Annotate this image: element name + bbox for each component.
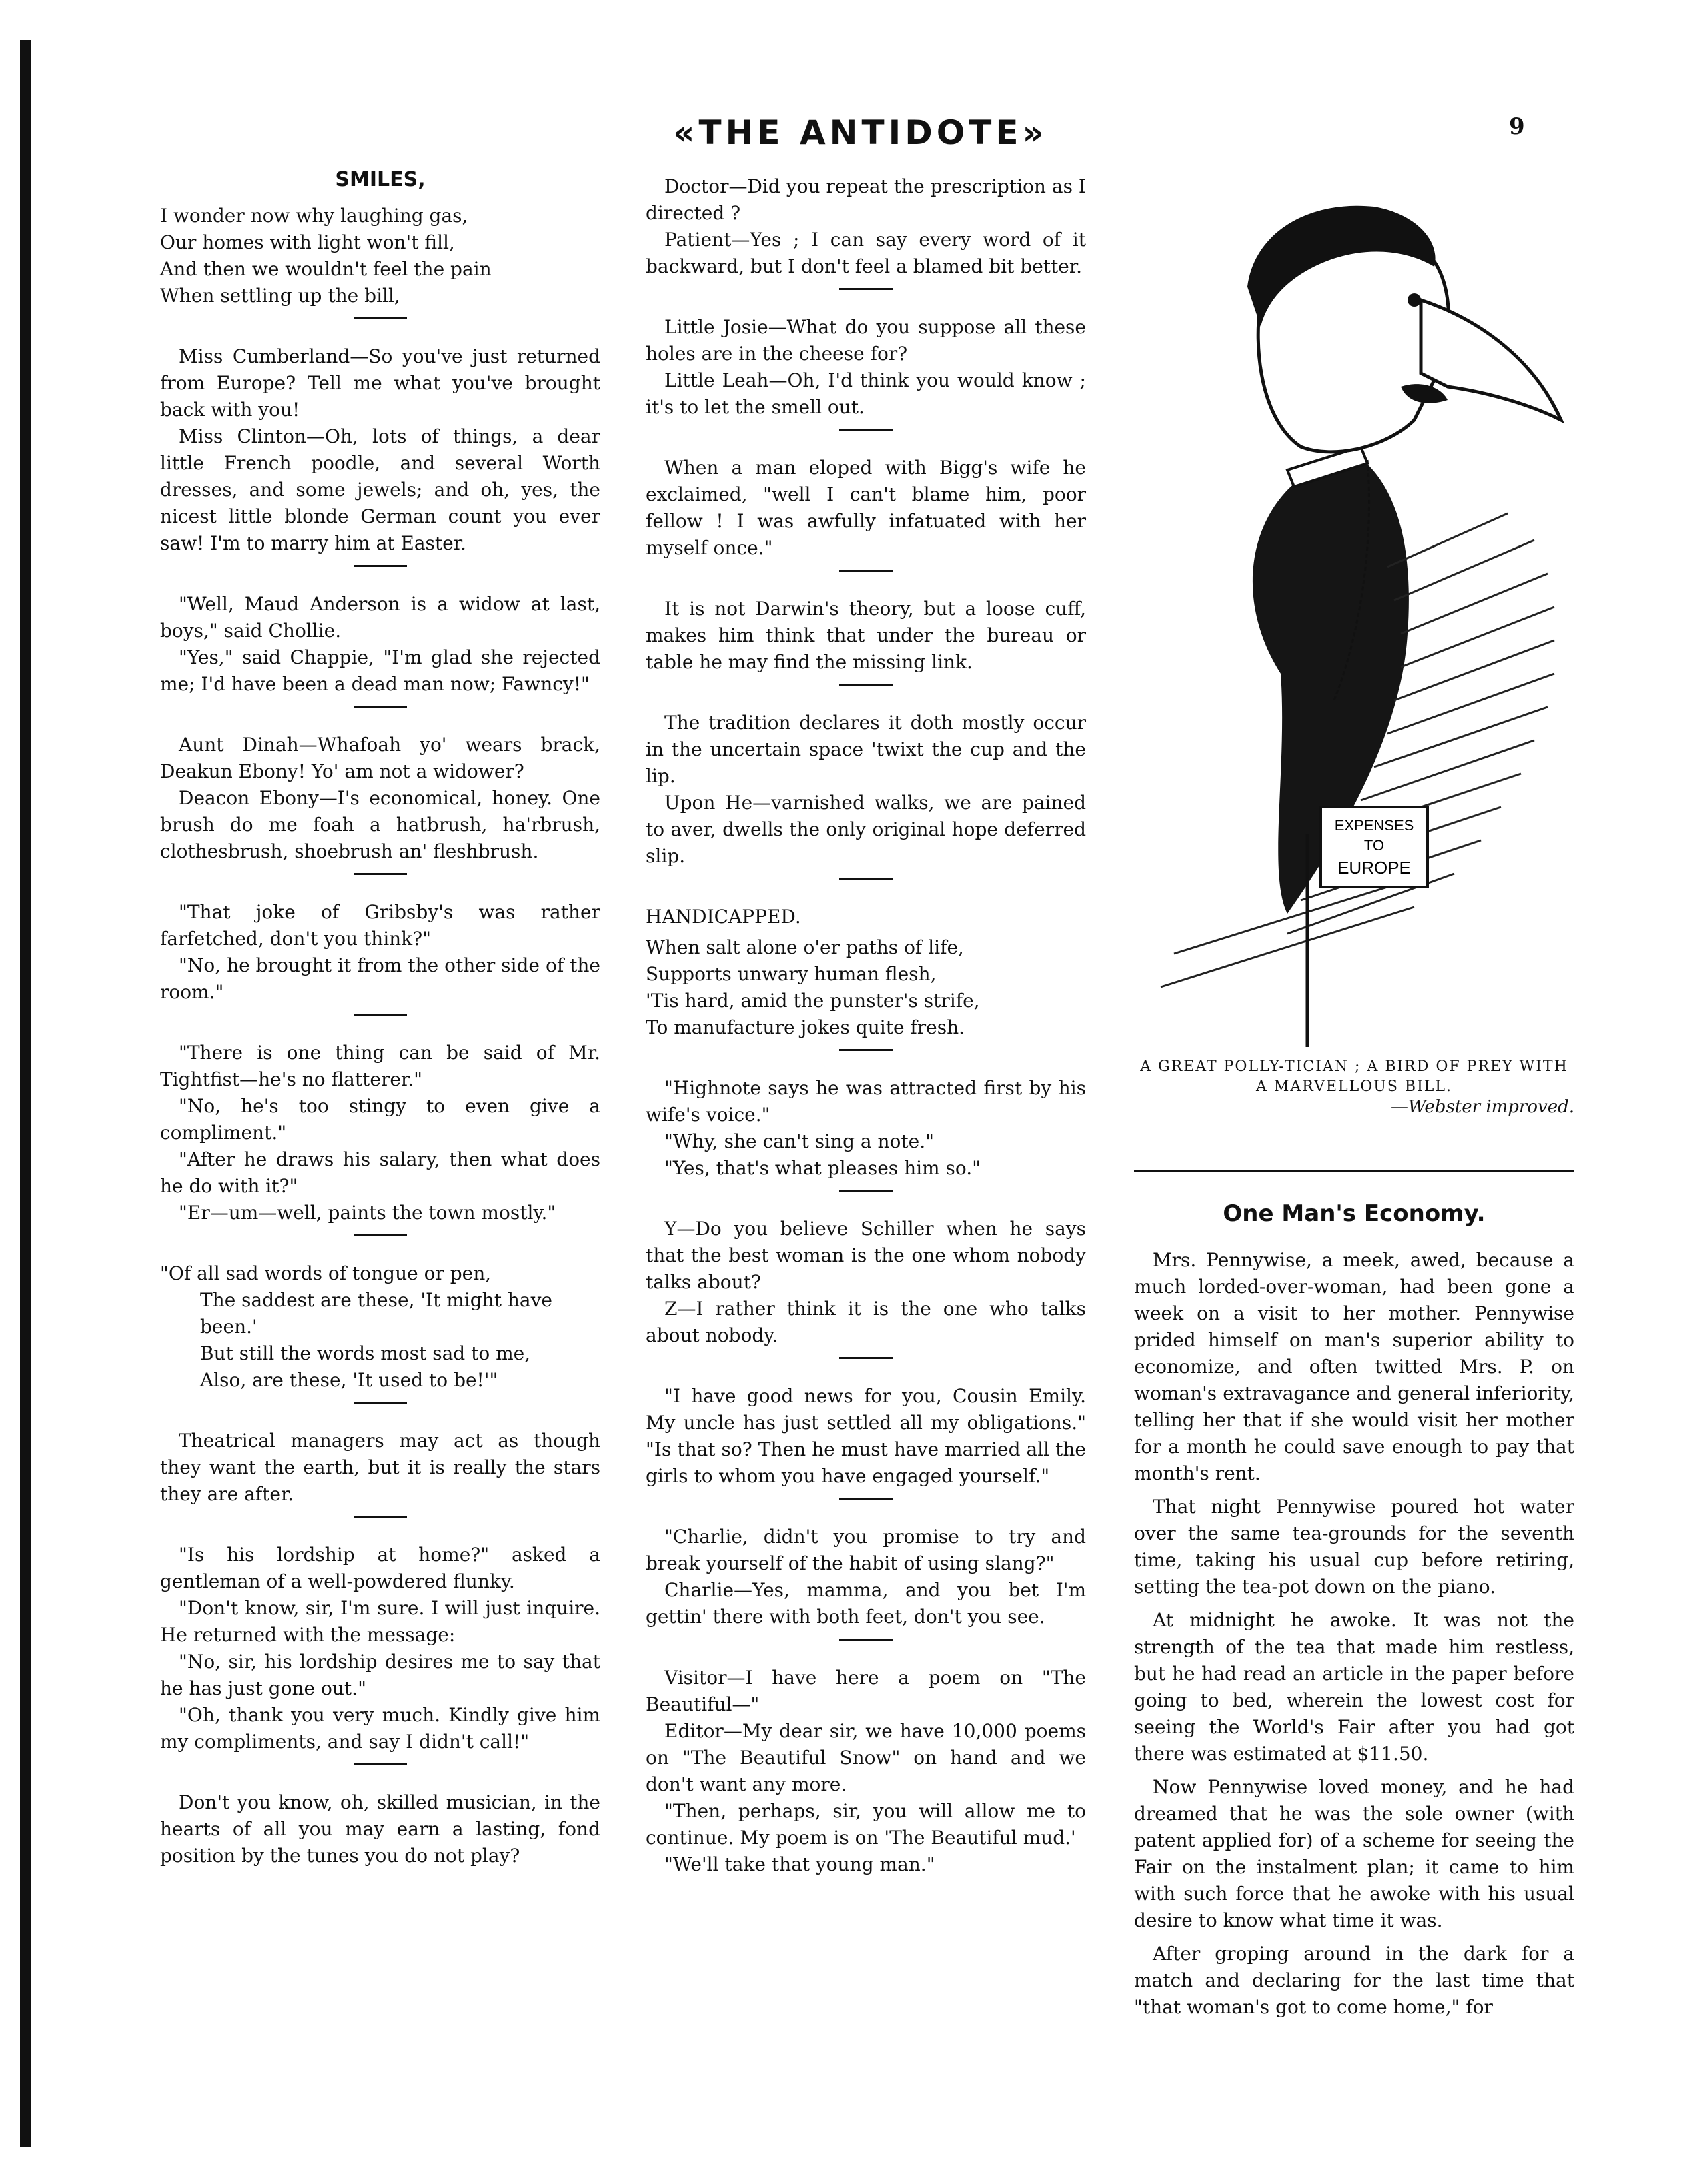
paragraph: Visitor—I have here a poem on "The Beautiful—" (646, 1667, 1086, 1715)
column-item (160, 1789, 600, 1869)
paragraph: "Why, she can't sing a note." (664, 1130, 934, 1152)
right-column (1134, 1200, 1574, 2027)
paragraph: "Charlie, didn't you promise to try and break yourself of the habit of using slang?" (646, 1526, 1086, 1574)
paragraph: "Highnote says he was attracted first by his wife's voice." (646, 1077, 1086, 1126)
column-item (160, 1542, 600, 1755)
separator-rule (354, 1014, 407, 1016)
paragraph: "That joke of Gribsby's was rather farfetched, don't you think?" (160, 901, 600, 950)
column-item (646, 596, 1086, 676)
paragraph: When a man eloped with Bigg's wife he exclaimed, "well I can't blame him, poor fellow ! I was awfully infatuated with her myself once." (646, 457, 1086, 559)
poem-line: To manufacture jokes quite fresh. (646, 1016, 965, 1038)
sign-text-line3: EUROPE (1337, 858, 1411, 878)
column-item (160, 899, 600, 1006)
paragraph: The tradition declares it doth mostly occur in the uncertain space 'twixt the cup and the lip. (646, 712, 1086, 787)
paragraph: Little Leah—Oh, I'd think you would know ; it's to let the smell out. (646, 369, 1086, 418)
paragraph: Don't you know, oh, skilled musician, in the hearts of all you may earn a lasting, fond position by the tunes you do not play? (160, 1791, 600, 1867)
separator-rule (354, 706, 407, 708)
article-paragraph: Mrs. Pennywise, a meek, awed, because a much lorded-over-woman, had been gone a week on a visit to her mother. Pennywise prided himself on man's superior ability to economize, and often twitted Mrs. P. on woman's extravagance and general inferiority, telling her that if she would visit her mother for a month he could save enough to pay that month's rent. (1134, 1249, 1574, 1484)
column-item (646, 1383, 1086, 1490)
separator-rule (839, 878, 893, 880)
article-paragraph: After groping around in the dark for a match and declaring for the last time that "that woman's got to come home," for (1134, 1943, 1574, 2018)
caption-credit: —Webster improved. (1390, 1097, 1574, 1117)
paragraph: Little Josie—What do you suppose all these holes are in the cheese for? (646, 316, 1086, 365)
column-item (160, 1260, 600, 1394)
column-item (160, 732, 600, 865)
paragraph: Upon He—varnished walks, we are pained to aver, dwells the only original hope deferred slip. (646, 792, 1086, 867)
paragraph: Editor—My dear sir, we have 10,000 poems on "The Beautiful Snow" on hand and we don't want any more. (646, 1720, 1086, 1795)
page-edge-shadow (20, 40, 31, 2147)
caption-text: A GREAT POLLY-TICIAN ; A BIRD OF PREY WITH A MARVELLOUS BILL. (1140, 1058, 1568, 1095)
poem-line: But still the words most sad to me, (200, 1342, 531, 1364)
paragraph: "Yes," said Chappie, "I'm glad she rejected me; I'd have been a dead man now; Fawncy!" (160, 646, 600, 695)
separator-rule (354, 1516, 407, 1518)
column-item (646, 710, 1086, 870)
paragraph: "Is his lordship at home?" asked a gentleman of a well-powdered flunky. (160, 1544, 600, 1592)
column-item (646, 1075, 1086, 1182)
column-item (646, 455, 1086, 562)
poem-line: When settling up the bill, (160, 285, 400, 307)
column-item (160, 1040, 600, 1226)
paragraph: Theatrical managers may act as though they want the earth, but it is really the stars they are after. (160, 1430, 600, 1505)
column-item (160, 343, 600, 557)
separator-rule (839, 684, 893, 686)
paragraph: "Oh, thank you very much. Kindly give him my compliments, and say I didn't call!" (160, 1704, 600, 1753)
paragraph: "After he draws his salary, then what does he do with it?" (160, 1148, 600, 1197)
article-paragraph: At midnight he awoke. It was not the strength of the tea that made him restless, but he had read an article in the paper before going to bed, wherein the lowest cost for seeing the World's Fair after you had got there was estimated at $11.50. (1134, 1609, 1574, 1765)
column-item (646, 904, 1086, 1041)
middle-column (646, 173, 1086, 1882)
separator-rule (354, 317, 407, 319)
separator-rule (839, 570, 893, 572)
paragraph: Charlie—Yes, mamma, and you bet I'm gettin' there with both feet, don't you see. (646, 1579, 1086, 1628)
article-paragraph: Now Pennywise loved money, and he had dreamed that he was the sole owner (with patent applied for) of a scheme for seeing the Fair on the instalment plan; it came to him with such force that he awoke with his usual desire to know what time it was. (1134, 1776, 1574, 1931)
sign-text-line1: EXPENSES (1334, 817, 1414, 834)
paragraph: "Well, Maud Anderson is a widow at last, boys," said Chollie. (160, 593, 600, 642)
separator-rule (354, 1234, 407, 1236)
paragraph: Miss Cumberland—So you've just returned from Europe? Tell me what you've brought back with you! (160, 345, 600, 421)
paragraph: "No, sir, his lordship desires me to say that he has just gone out." (160, 1651, 600, 1699)
paragraph: Miss Clinton—Oh, lots of things, a dear little French poodle, and several Worth dresses, and some jewels; and oh, yes, the nicest little blonde German count you ever saw! I'm to marry him at Easter. (160, 425, 600, 554)
column-item (646, 314, 1086, 421)
paragraph: "Yes, that's what pleases him so." (664, 1157, 981, 1179)
paragraph: It is not Darwin's theory, but a loose cuff, makes him think that under the bureau or table he may find the missing link. (646, 598, 1086, 673)
paragraph: "There is one thing can be said of Mr. Tightfist—he's no flatterer." (160, 1042, 600, 1090)
paragraph: Doctor—Did you repeat the prescription as I directed ? (646, 175, 1086, 224)
poem-line: And then we wouldn't feel the pain (160, 258, 492, 280)
column-item (160, 591, 600, 698)
paragraph: Y—Do you believe Schiller when he says that the best woman is the one whom nobody talks about? (646, 1218, 1086, 1293)
separator-rule (839, 1498, 893, 1500)
article-title: One Man's Economy. (1223, 1200, 1486, 1227)
cartoon-illustration (1134, 167, 1574, 1047)
paragraph: "We'll take that young man." (664, 1853, 935, 1875)
separator-rule (354, 1763, 407, 1765)
page-number: 9 (1509, 113, 1525, 140)
poem-line: Supports unwary human flesh, (646, 963, 937, 985)
separator-rule (839, 1639, 893, 1641)
column-item (160, 1428, 600, 1508)
paragraph: "Don't know, sir, I'm sure. I will just inquire. He returned with the message: (160, 1597, 600, 1646)
separator-rule (839, 1049, 893, 1051)
left-column (160, 167, 600, 1873)
separator-rule (839, 429, 893, 431)
poem-line: Also, are these, 'It used to be!'" (200, 1369, 498, 1391)
column-item (160, 203, 600, 309)
separator-rule (354, 565, 407, 567)
poem-title: HANDICAPPED. (646, 906, 801, 928)
bird-eye (1408, 293, 1421, 307)
separator-rule (354, 1402, 407, 1404)
paragraph: "I have good news for you, Cousin Emily. My uncle has just settled all my obligations." "Is that so? Then he must have married all the girls to whom you have engaged yourself." (646, 1385, 1086, 1487)
separator-rule (839, 1190, 893, 1192)
bird-beak (1421, 300, 1561, 420)
paragraph: Deacon Ebony—I's economical, honey. One brush do me foah a hatbrush, ha'rbrush, clothesbrush, shoebrush an' fleshbrush. (160, 787, 600, 862)
column-divider-rule (1134, 1170, 1574, 1172)
paragraph: Z—I rather think it is the one who talks about nobody. (646, 1298, 1086, 1346)
poem-line: Our homes with light won't fill, (160, 231, 455, 253)
separator-rule (839, 1357, 893, 1359)
paragraph: "Er—um—well, paints the town mostly." (179, 1202, 556, 1224)
column-item (646, 173, 1086, 280)
masthead: «THE ANTIDOTE» (673, 113, 1048, 152)
poem-line: 'Tis hard, amid the punster's strife, (646, 990, 980, 1012)
column-item (646, 1524, 1086, 1630)
paragraph: Patient—Yes ; I can say every word of it backward, but I don't feel a blamed bit better. (646, 229, 1086, 277)
separator-rule (354, 873, 407, 875)
poem-line: I wonder now why laughing gas, (160, 205, 468, 227)
paragraph: "Then, perhaps, sir, you will allow me to continue. My poem is on 'The Beautiful mud.' (646, 1800, 1086, 1849)
separator-rule (839, 288, 893, 290)
poem-line: "Of all sad words of tongue or pen, (160, 1262, 492, 1284)
illustration-caption (1134, 1057, 1574, 1117)
paragraph: Aunt Dinah—Whafoah yo' wears brack, Deakun Ebony! Yo' am not a widower? (160, 734, 600, 782)
section-heading: SMILES, (335, 168, 426, 191)
poem-line: When salt alone o'er paths of life, (646, 936, 964, 958)
sign-text-line2: TO (1363, 837, 1385, 854)
poem-line: The saddest are these, 'It might have been.' (200, 1289, 552, 1338)
column-item (646, 1665, 1086, 1878)
paragraph: "No, he brought it from the other side of the room." (160, 954, 600, 1003)
article-paragraph: That night Pennywise poured hot water over the same tea-grounds for the seventh time, taking his usual cup before retiring, setting the tea-pot down on the piano. (1134, 1496, 1574, 1598)
paragraph: "No, he's too stingy to even give a compliment." (160, 1095, 600, 1144)
column-item (646, 1216, 1086, 1349)
